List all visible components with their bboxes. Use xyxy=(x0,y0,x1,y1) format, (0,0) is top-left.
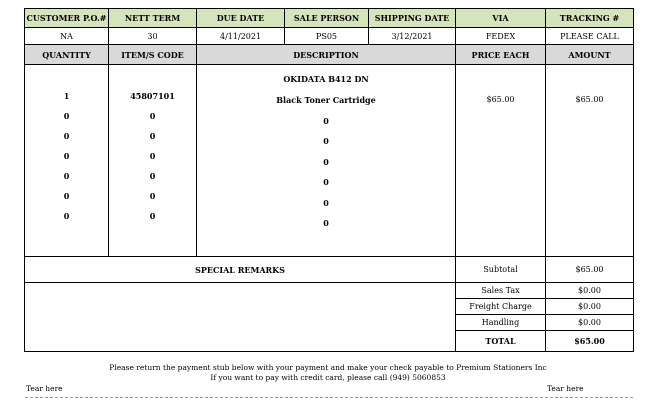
item-code-cell: 0 xyxy=(149,151,156,161)
value-nett-term: 30 xyxy=(108,27,197,45)
quantity-cell: 0 xyxy=(63,111,70,121)
description-cell: 0 xyxy=(323,177,329,187)
header-amount: AMOUNT xyxy=(545,44,634,65)
header-item-code: ITEM/S CODE xyxy=(108,44,197,65)
header-via: VIA xyxy=(455,8,546,28)
item-code-cell: 0 xyxy=(149,191,156,201)
tear-line xyxy=(25,397,633,398)
subtotal-label: Subtotal xyxy=(455,256,546,283)
special-remarks-box xyxy=(24,282,456,352)
description-cell: 0 xyxy=(323,136,329,146)
value-via: FEDEX xyxy=(455,27,546,45)
sales-tax-value: $0.00 xyxy=(545,282,634,299)
description-cell: 0 xyxy=(323,116,329,126)
header-customer-po: CUSTOMER P.O.# xyxy=(24,8,109,28)
item-code-cell: 45807101 xyxy=(130,91,175,101)
header-price-each: PRICE EACH xyxy=(455,44,546,65)
freight-label: Freight Charge xyxy=(455,298,546,315)
handling-label: Handling xyxy=(455,314,546,331)
description-cell: 0 xyxy=(323,157,329,167)
price-column xyxy=(455,64,546,257)
sales-tax-label: Sales Tax xyxy=(455,282,546,299)
payment-instructions: Please return the payment stub below with your payment and make your check payable to Premium Stationers Inc xyxy=(109,363,547,372)
quantity-cell: 0 xyxy=(63,131,70,141)
total-label: TOTAL xyxy=(455,330,546,352)
tear-here-right: Tear here xyxy=(547,384,584,393)
quantity-cell: 1 xyxy=(63,91,70,101)
description-title: OKIDATA B412 DN xyxy=(283,74,369,84)
price-each-value: $65.00 xyxy=(486,95,515,104)
credit-card-instructions: If you want to pay with credit card, please call (949) 5060853 xyxy=(210,373,446,382)
header-sale-person: SALE PERSON xyxy=(284,8,369,28)
special-remarks-label: SPECIAL REMARKS xyxy=(24,256,456,283)
item-code-cell: 0 xyxy=(149,211,156,221)
header-shipping-date: SHIPPING DATE xyxy=(368,8,456,28)
quantity-cell: 0 xyxy=(63,211,70,221)
description-cell: 0 xyxy=(323,198,329,208)
quantity-cell: 0 xyxy=(63,171,70,181)
value-shipping-date: 3/12/2021 xyxy=(368,27,456,45)
header-tracking: TRACKING # xyxy=(545,8,634,28)
value-customer-po: NA xyxy=(24,27,109,45)
header-due-date: DUE DATE xyxy=(196,8,285,28)
amount-value: $65.00 xyxy=(575,95,604,104)
handling-value: $0.00 xyxy=(545,314,634,331)
value-tracking: PLEASE CALL xyxy=(545,27,634,45)
quantity-cell: 0 xyxy=(63,191,70,201)
description-cell: 0 xyxy=(323,218,329,228)
quantity-cell: 0 xyxy=(63,151,70,161)
freight-value: $0.00 xyxy=(545,298,634,315)
total-value: $65.00 xyxy=(545,330,634,352)
item-code-cell: 0 xyxy=(149,171,156,181)
value-sale-person: PS05 xyxy=(284,27,369,45)
header-nett-term: NETT TERM xyxy=(108,8,197,28)
item-code-cell: 0 xyxy=(149,131,156,141)
description-subtitle: Black Toner Cartridge xyxy=(276,95,376,105)
item-code-cell: 0 xyxy=(149,111,156,121)
amount-column xyxy=(545,64,634,257)
tear-here-left: Tear here xyxy=(26,384,63,393)
value-due-date: 4/11/2021 xyxy=(196,27,285,45)
header-quantity: QUANTITY xyxy=(24,44,109,65)
subtotal-value: $65.00 xyxy=(545,256,634,283)
header-description: DESCRIPTION xyxy=(196,44,456,65)
